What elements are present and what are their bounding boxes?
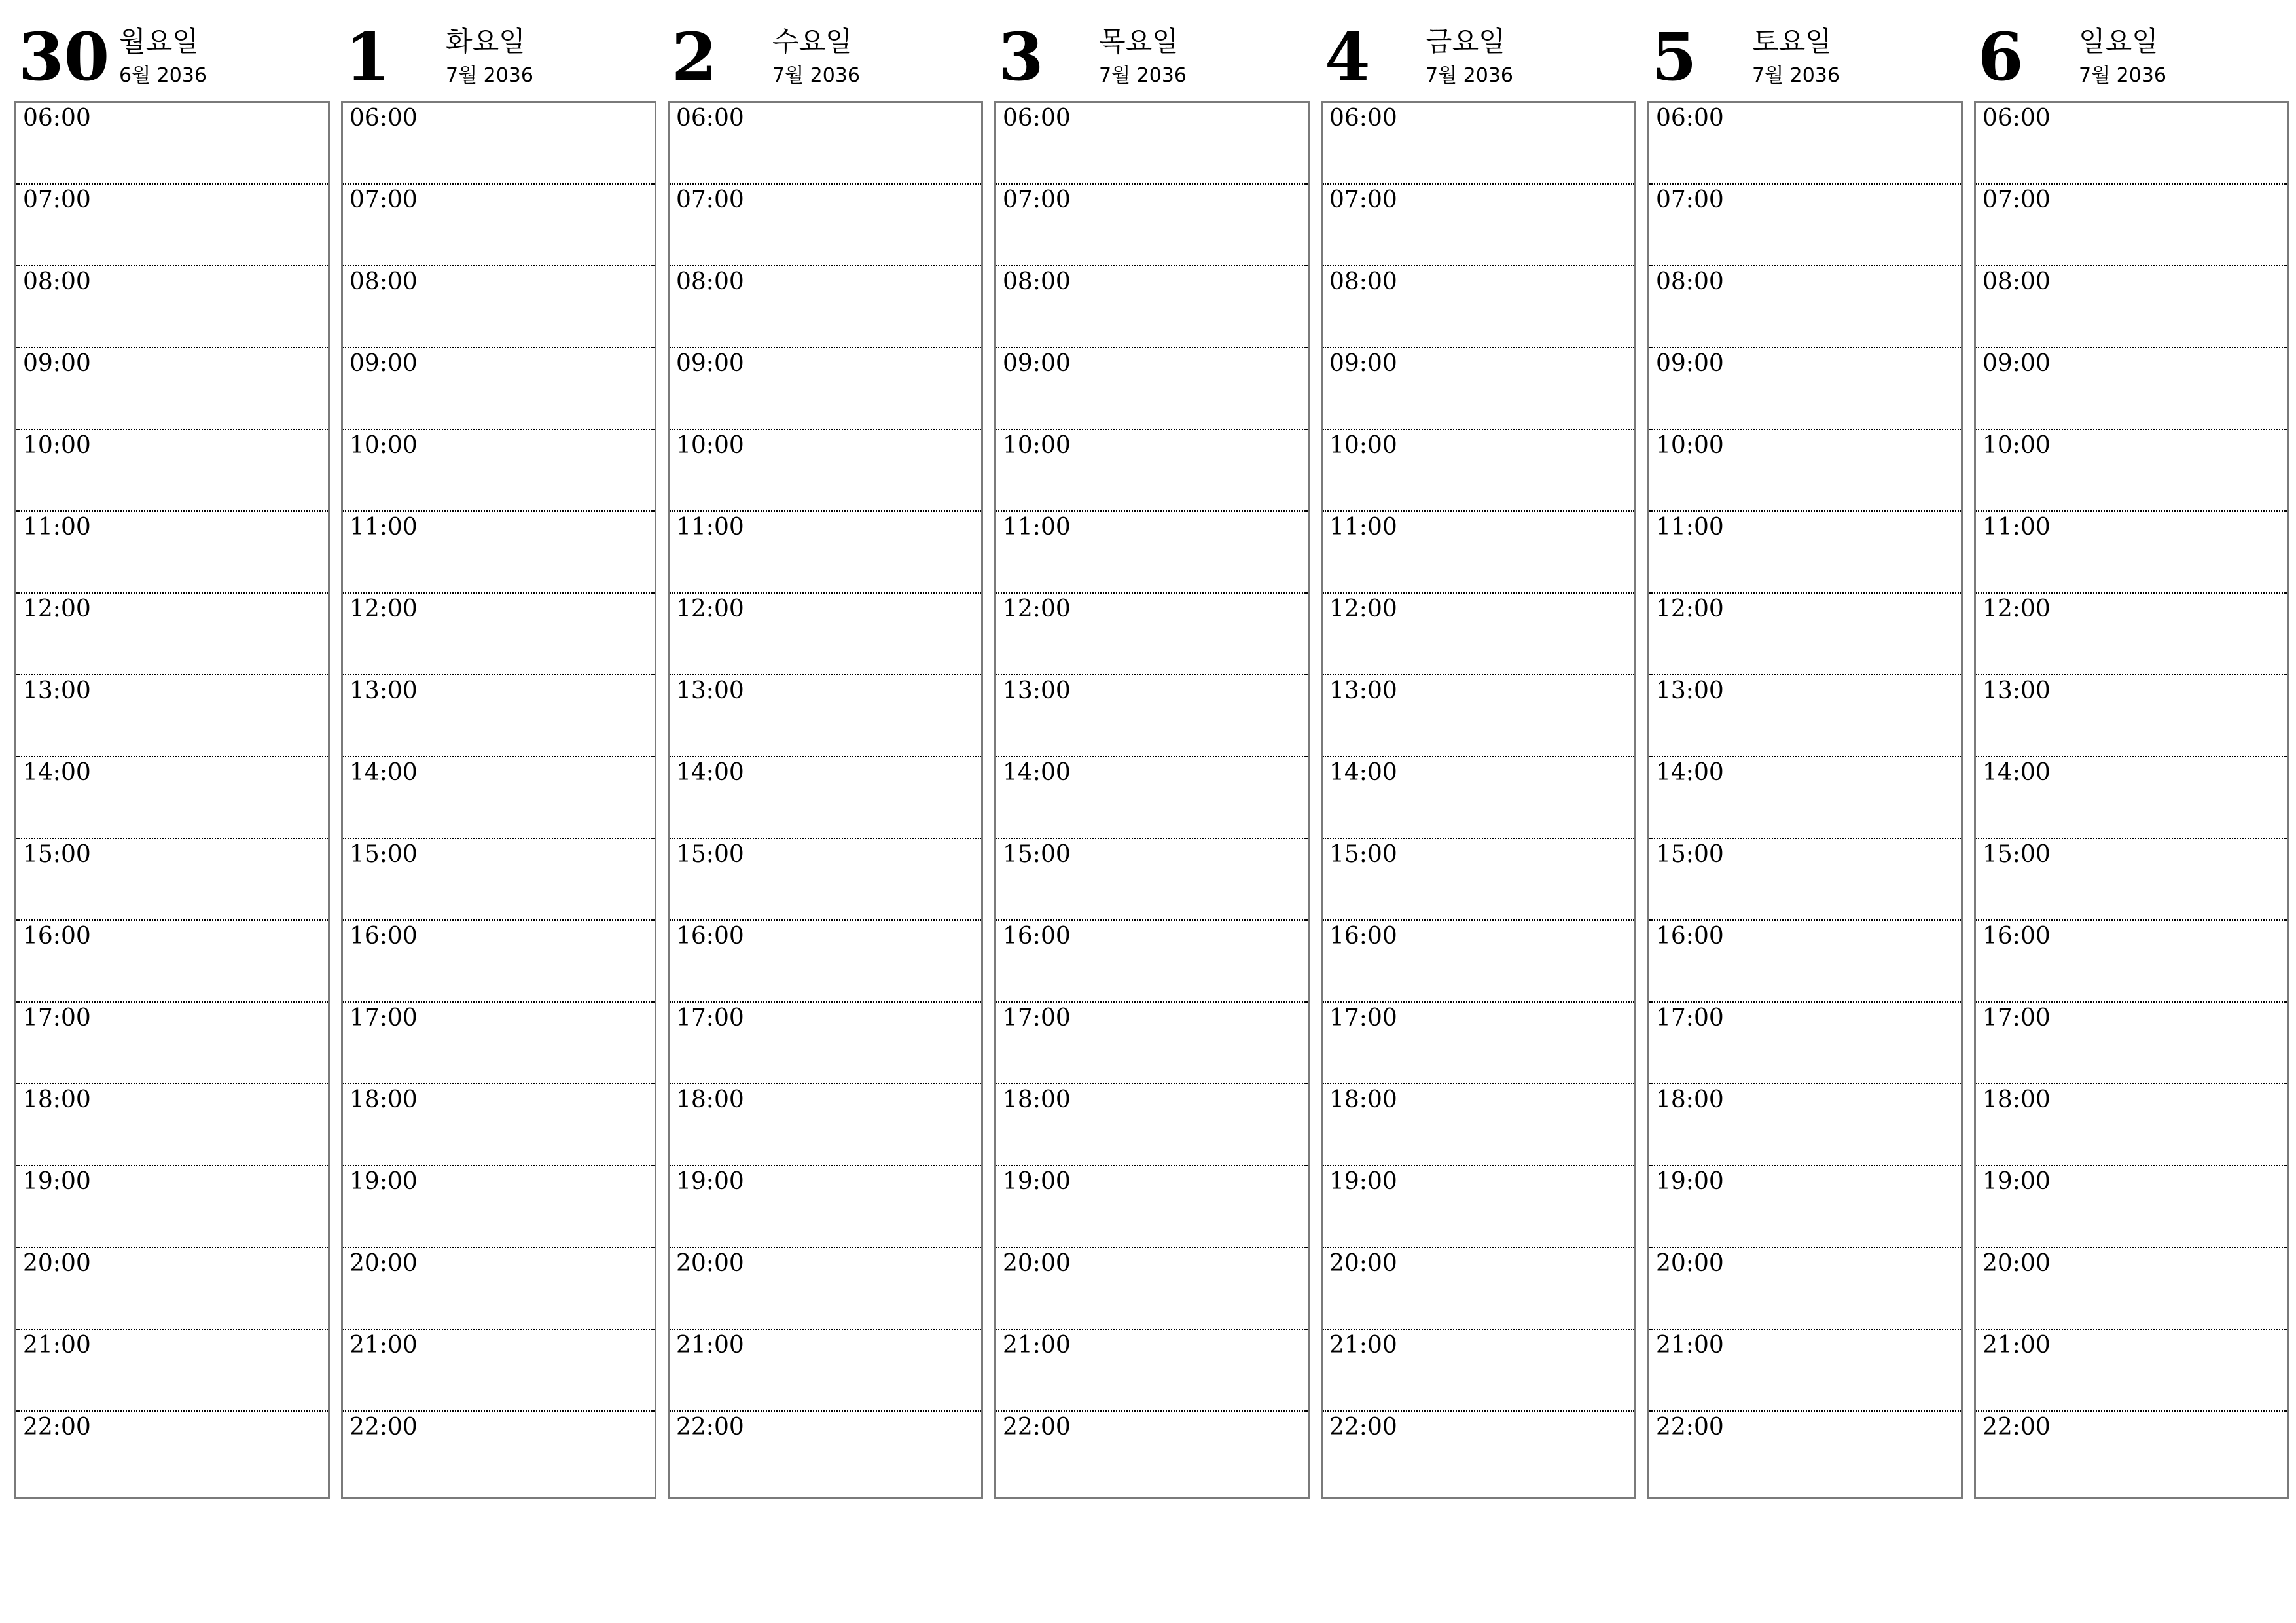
hour-label: 16:00 [1982, 923, 2051, 950]
hour-slot[interactable] [996, 1166, 1308, 1248]
hour-label: 14:00 [1003, 759, 1071, 786]
hour-slot[interactable] [1976, 1248, 2287, 1330]
hour-label: 19:00 [676, 1168, 744, 1195]
hour-label: 10:00 [1329, 432, 1397, 459]
hour-slot[interactable] [996, 594, 1308, 675]
hour-slot[interactable] [1649, 675, 1961, 757]
hour-label: 12:00 [23, 596, 91, 622]
hour-label: 20:00 [1656, 1250, 1724, 1277]
hour-label: 06:00 [1656, 105, 1724, 132]
day-column [994, 0, 1308, 1505]
hour-label: 09:00 [1982, 350, 2051, 377]
hour-slot[interactable] [343, 1166, 655, 1248]
hour-label: 15:00 [676, 841, 744, 868]
hour-slot[interactable] [670, 1003, 981, 1084]
hour-slot[interactable] [1323, 594, 1634, 675]
hour-label: 16:00 [1656, 923, 1724, 950]
weekday-label: 화요일 [446, 26, 526, 58]
hour-label: 15:00 [1656, 841, 1724, 868]
hour-label: 12:00 [676, 596, 744, 622]
hour-label: 07:00 [350, 187, 418, 213]
hour-slot[interactable] [996, 921, 1308, 1003]
weekday-label: 토요일 [1752, 26, 1832, 58]
hour-slot[interactable] [670, 512, 981, 594]
month-year-label: 7월 2036 [772, 64, 860, 87]
hour-label: 09:00 [676, 350, 744, 377]
hour-label: 19:00 [350, 1168, 418, 1195]
hour-label: 10:00 [676, 432, 744, 459]
hour-label: 11:00 [1656, 514, 1724, 541]
hour-label: 21:00 [676, 1332, 744, 1359]
hour-label: 14:00 [23, 759, 91, 786]
hour-slot[interactable] [1976, 594, 2287, 675]
hour-label: 16:00 [23, 923, 91, 950]
hour-label: 16:00 [1329, 923, 1397, 950]
hour-label: 20:00 [350, 1250, 418, 1277]
day-column [1647, 0, 1962, 1505]
hour-label: 11:00 [676, 514, 744, 541]
hour-label: 20:00 [676, 1250, 744, 1277]
hour-label: 14:00 [1329, 759, 1397, 786]
hour-slot[interactable] [343, 675, 655, 757]
hour-label: 20:00 [1003, 1250, 1071, 1277]
hour-label: 15:00 [1982, 841, 2051, 868]
hour-slot[interactable] [1976, 757, 2287, 839]
hour-slot[interactable] [1976, 266, 2287, 348]
hour-slot[interactable] [670, 430, 981, 512]
hour-slot[interactable] [670, 757, 981, 839]
day-number: 3 [998, 18, 1044, 96]
hour-label: 17:00 [676, 1005, 744, 1031]
hour-slot[interactable] [1976, 675, 2287, 757]
hour-slot[interactable] [16, 675, 328, 757]
hour-label: 09:00 [1329, 350, 1397, 377]
hour-slot[interactable] [670, 185, 981, 266]
month-year-label: 7월 2036 [446, 64, 533, 87]
hour-label: 15:00 [1003, 841, 1071, 868]
hour-label: 07:00 [676, 187, 744, 213]
hour-label: 21:00 [1982, 1332, 2051, 1359]
hour-slot[interactable] [996, 103, 1308, 185]
hour-slot[interactable] [16, 921, 328, 1003]
hour-label: 08:00 [1982, 268, 2051, 295]
hour-slot[interactable] [670, 103, 981, 185]
weekday-label: 목요일 [1099, 26, 1179, 58]
hour-slot[interactable] [1976, 1084, 2287, 1166]
hour-slot[interactable] [16, 1412, 328, 1493]
hour-slot[interactable] [16, 839, 328, 921]
hour-slot[interactable] [1649, 1166, 1961, 1248]
hour-slot[interactable] [16, 348, 328, 430]
hour-label: 11:00 [350, 514, 418, 541]
hour-slot[interactable] [1649, 1412, 1961, 1493]
hour-slot[interactable] [1976, 1330, 2287, 1412]
hour-label: 14:00 [1656, 759, 1724, 786]
hour-slot[interactable] [1649, 1248, 1961, 1330]
hour-label: 18:00 [1003, 1086, 1071, 1113]
hour-slot[interactable] [670, 1248, 981, 1330]
hour-label: 12:00 [1003, 596, 1071, 622]
day-header [14, 0, 329, 98]
hour-label: 17:00 [1656, 1005, 1724, 1031]
hour-label: 08:00 [1656, 268, 1724, 295]
month-year-label: 7월 2036 [1426, 64, 1513, 87]
hour-label: 09:00 [23, 350, 91, 377]
hour-label: 12:00 [1329, 596, 1397, 622]
hour-slot[interactable] [1649, 594, 1961, 675]
hour-slot[interactable] [1323, 921, 1634, 1003]
hour-label: 15:00 [350, 841, 418, 868]
hour-slot[interactable] [670, 921, 981, 1003]
hour-slot[interactable] [343, 266, 655, 348]
hour-slots [1321, 101, 1636, 1499]
hour-slots [668, 101, 983, 1499]
hour-slot[interactable] [670, 1084, 981, 1166]
hour-slot[interactable] [16, 185, 328, 266]
hour-label: 18:00 [676, 1086, 744, 1113]
hour-label: 07:00 [1003, 187, 1071, 213]
hour-label: 16:00 [676, 923, 744, 950]
hour-slot[interactable] [1323, 757, 1634, 839]
hour-label: 06:00 [1003, 105, 1071, 132]
hour-label: 17:00 [23, 1005, 91, 1031]
hour-slot[interactable] [670, 839, 981, 921]
hour-slot[interactable] [1323, 512, 1634, 594]
hour-label: 18:00 [1982, 1086, 2051, 1113]
hour-label: 08:00 [1003, 268, 1071, 295]
day-column [668, 0, 982, 1505]
hour-slot[interactable] [343, 103, 655, 185]
hour-slot[interactable] [996, 757, 1308, 839]
hour-label: 19:00 [1329, 1168, 1397, 1195]
hour-slot[interactable] [1323, 675, 1634, 757]
hour-slot[interactable] [1649, 185, 1961, 266]
day-column [341, 0, 655, 1505]
hour-slot[interactable] [343, 1084, 655, 1166]
hour-slot[interactable] [1976, 921, 2287, 1003]
hour-slot[interactable] [16, 512, 328, 594]
hour-label: 19:00 [1982, 1168, 2051, 1195]
hour-slot[interactable] [16, 1166, 328, 1248]
hour-slot[interactable] [670, 348, 981, 430]
month-year-label: 7월 2036 [1752, 64, 1840, 87]
hour-slot[interactable] [1649, 103, 1961, 185]
hour-slot[interactable] [996, 675, 1308, 757]
hour-slot[interactable] [1323, 1166, 1634, 1248]
hour-label: 17:00 [350, 1005, 418, 1031]
hour-label: 21:00 [350, 1332, 418, 1359]
hour-label: 08:00 [350, 268, 418, 295]
hour-label: 22:00 [1982, 1414, 2051, 1440]
hour-slot[interactable] [1649, 1003, 1961, 1084]
day-number: 30 [18, 18, 110, 96]
day-header [1974, 0, 2288, 98]
hour-label: 11:00 [23, 514, 91, 541]
hour-slot[interactable] [343, 185, 655, 266]
hour-label: 13:00 [676, 677, 744, 704]
hour-slots [14, 101, 330, 1499]
hour-slots [994, 101, 1310, 1499]
hour-slot[interactable] [996, 1412, 1308, 1493]
hour-slot[interactable] [996, 1330, 1308, 1412]
hour-slot[interactable] [996, 1003, 1308, 1084]
hour-label: 06:00 [23, 105, 91, 132]
hour-label: 19:00 [1003, 1168, 1071, 1195]
day-header [994, 0, 1308, 98]
hour-label: 22:00 [350, 1414, 418, 1440]
hour-label: 07:00 [1656, 187, 1724, 213]
hour-label: 06:00 [350, 105, 418, 132]
hour-slot[interactable] [1976, 1166, 2287, 1248]
hour-label: 20:00 [23, 1250, 91, 1277]
hour-label: 13:00 [1982, 677, 2051, 704]
hour-slot[interactable] [343, 594, 655, 675]
hour-slot[interactable] [343, 512, 655, 594]
hour-slot[interactable] [996, 348, 1308, 430]
hour-label: 20:00 [1982, 1250, 2051, 1277]
hour-slot[interactable] [1323, 1084, 1634, 1166]
hour-slot[interactable] [1649, 348, 1961, 430]
hour-label: 22:00 [1003, 1414, 1071, 1440]
hour-label: 11:00 [1003, 514, 1071, 541]
hour-label: 07:00 [1329, 187, 1397, 213]
month-year-label: 6월 2036 [119, 64, 207, 87]
hour-slots [341, 101, 656, 1499]
hour-slot[interactable] [1976, 512, 2287, 594]
hour-label: 13:00 [23, 677, 91, 704]
hour-slot[interactable] [343, 921, 655, 1003]
hour-slot[interactable] [1649, 921, 1961, 1003]
hour-label: 17:00 [1003, 1005, 1071, 1031]
hour-label: 08:00 [1329, 268, 1397, 295]
hour-slot[interactable] [670, 1412, 981, 1493]
hour-slot[interactable] [1323, 348, 1634, 430]
day-header [668, 0, 982, 98]
day-header [1647, 0, 1962, 98]
hour-label: 14:00 [1982, 759, 2051, 786]
hour-slots [1974, 101, 2289, 1499]
hour-label: 14:00 [676, 759, 744, 786]
hour-label: 20:00 [1329, 1250, 1397, 1277]
day-number: 4 [1325, 18, 1371, 96]
hour-label: 17:00 [1329, 1005, 1397, 1031]
weekday-label: 월요일 [119, 26, 199, 58]
hour-slot[interactable] [1323, 185, 1634, 266]
hour-label: 19:00 [1656, 1168, 1724, 1195]
hour-label: 21:00 [1003, 1332, 1071, 1359]
hour-label: 10:00 [350, 432, 418, 459]
month-year-label: 7월 2036 [2079, 64, 2166, 87]
hour-label: 13:00 [1329, 677, 1397, 704]
day-number: 2 [672, 18, 717, 96]
hour-slot[interactable] [16, 1248, 328, 1330]
hour-slot[interactable] [1649, 839, 1961, 921]
hour-slot[interactable] [16, 1330, 328, 1412]
hour-slot[interactable] [1323, 430, 1634, 512]
hour-slot[interactable] [1976, 839, 2287, 921]
hour-label: 13:00 [1003, 677, 1071, 704]
hour-slot[interactable] [1323, 1330, 1634, 1412]
hour-slot[interactable] [1323, 839, 1634, 921]
hour-label: 22:00 [1656, 1414, 1724, 1440]
hour-label: 22:00 [23, 1414, 91, 1440]
day-number: 1 [345, 18, 391, 96]
hour-label: 06:00 [1329, 105, 1397, 132]
hour-label: 10:00 [23, 432, 91, 459]
hour-slot[interactable] [996, 512, 1308, 594]
hour-slot[interactable] [670, 1330, 981, 1412]
hour-slot[interactable] [343, 1248, 655, 1330]
hour-slots [1647, 101, 1963, 1499]
hour-slot[interactable] [343, 348, 655, 430]
hour-label: 21:00 [23, 1332, 91, 1359]
hour-label: 06:00 [1982, 105, 2051, 132]
hour-slot[interactable] [670, 675, 981, 757]
weekday-label: 일요일 [2079, 26, 2159, 58]
day-number: 5 [1651, 18, 1697, 96]
hour-slot[interactable] [1649, 430, 1961, 512]
hour-slot[interactable] [1323, 103, 1634, 185]
weekday-label: 금요일 [1426, 26, 1505, 58]
hour-label: 18:00 [23, 1086, 91, 1113]
hour-label: 16:00 [350, 923, 418, 950]
hour-slot[interactable] [996, 185, 1308, 266]
hour-slot[interactable] [1976, 185, 2287, 266]
hour-slot[interactable] [343, 1412, 655, 1493]
hour-label: 11:00 [1329, 514, 1397, 541]
hour-slot[interactable] [343, 1003, 655, 1084]
hour-label: 09:00 [350, 350, 418, 377]
hour-slot[interactable] [16, 1084, 328, 1166]
weekday-label: 수요일 [772, 26, 852, 58]
hour-slot[interactable] [1323, 1248, 1634, 1330]
hour-slot[interactable] [1649, 1330, 1961, 1412]
day-header [1321, 0, 1635, 98]
hour-slot[interactable] [16, 430, 328, 512]
hour-label: 13:00 [1656, 677, 1724, 704]
hour-slot[interactable] [1649, 757, 1961, 839]
hour-label: 18:00 [1329, 1086, 1397, 1113]
hour-label: 08:00 [676, 268, 744, 295]
hour-slot[interactable] [343, 757, 655, 839]
day-column [14, 0, 329, 1505]
hour-slot[interactable] [16, 103, 328, 185]
hour-label: 10:00 [1003, 432, 1071, 459]
hour-label: 18:00 [350, 1086, 418, 1113]
hour-label: 19:00 [23, 1168, 91, 1195]
hour-slot[interactable] [996, 1084, 1308, 1166]
hour-slot[interactable] [1649, 512, 1961, 594]
day-column [1974, 0, 2288, 1505]
hour-label: 15:00 [1329, 841, 1397, 868]
hour-label: 08:00 [23, 268, 91, 295]
hour-label: 11:00 [1982, 514, 2051, 541]
hour-slot[interactable] [1976, 1412, 2287, 1493]
hour-slot[interactable] [16, 1003, 328, 1084]
hour-slot[interactable] [343, 430, 655, 512]
hour-slot[interactable] [1649, 1084, 1961, 1166]
hour-label: 21:00 [1329, 1332, 1397, 1359]
hour-label: 07:00 [1982, 187, 2051, 213]
hour-label: 14:00 [350, 759, 418, 786]
hour-slot[interactable] [16, 594, 328, 675]
hour-slot[interactable] [1323, 1003, 1634, 1084]
hour-slot[interactable] [996, 266, 1308, 348]
hour-label: 12:00 [1982, 596, 2051, 622]
hour-slot[interactable] [1976, 1003, 2287, 1084]
day-header [341, 0, 655, 98]
hour-label: 10:00 [1656, 432, 1724, 459]
hour-label: 07:00 [23, 187, 91, 213]
hour-slot[interactable] [996, 430, 1308, 512]
hour-label: 21:00 [1656, 1332, 1724, 1359]
month-year-label: 7월 2036 [1099, 64, 1187, 87]
hour-label: 12:00 [350, 596, 418, 622]
hour-slot[interactable] [1323, 266, 1634, 348]
hour-slot[interactable] [1323, 1412, 1634, 1493]
hour-label: 10:00 [1982, 432, 2051, 459]
hour-label: 17:00 [1982, 1005, 2051, 1031]
hour-label: 18:00 [1656, 1086, 1724, 1113]
hour-slot[interactable] [1649, 266, 1961, 348]
hour-label: 09:00 [1003, 350, 1071, 377]
hour-slot[interactable] [1976, 430, 2287, 512]
hour-label: 22:00 [1329, 1414, 1397, 1440]
hour-slot[interactable] [670, 266, 981, 348]
day-column [1321, 0, 1635, 1505]
hour-label: 13:00 [350, 677, 418, 704]
hour-slot[interactable] [16, 757, 328, 839]
hour-label: 16:00 [1003, 923, 1071, 950]
hour-label: 22:00 [676, 1414, 744, 1440]
hour-slot[interactable] [1976, 348, 2287, 430]
hour-slot[interactable] [670, 1166, 981, 1248]
hour-label: 06:00 [676, 105, 744, 132]
hour-label: 15:00 [23, 841, 91, 868]
hour-label: 09:00 [1656, 350, 1724, 377]
hour-slot[interactable] [16, 266, 328, 348]
hour-slot[interactable] [996, 839, 1308, 921]
hour-slot[interactable] [670, 594, 981, 675]
hour-label: 12:00 [1656, 596, 1724, 622]
hour-slot[interactable] [1976, 103, 2287, 185]
day-number: 6 [1978, 18, 2024, 96]
hour-slot[interactable] [996, 1248, 1308, 1330]
hour-slot[interactable] [343, 1330, 655, 1412]
hour-slot[interactable] [343, 839, 655, 921]
